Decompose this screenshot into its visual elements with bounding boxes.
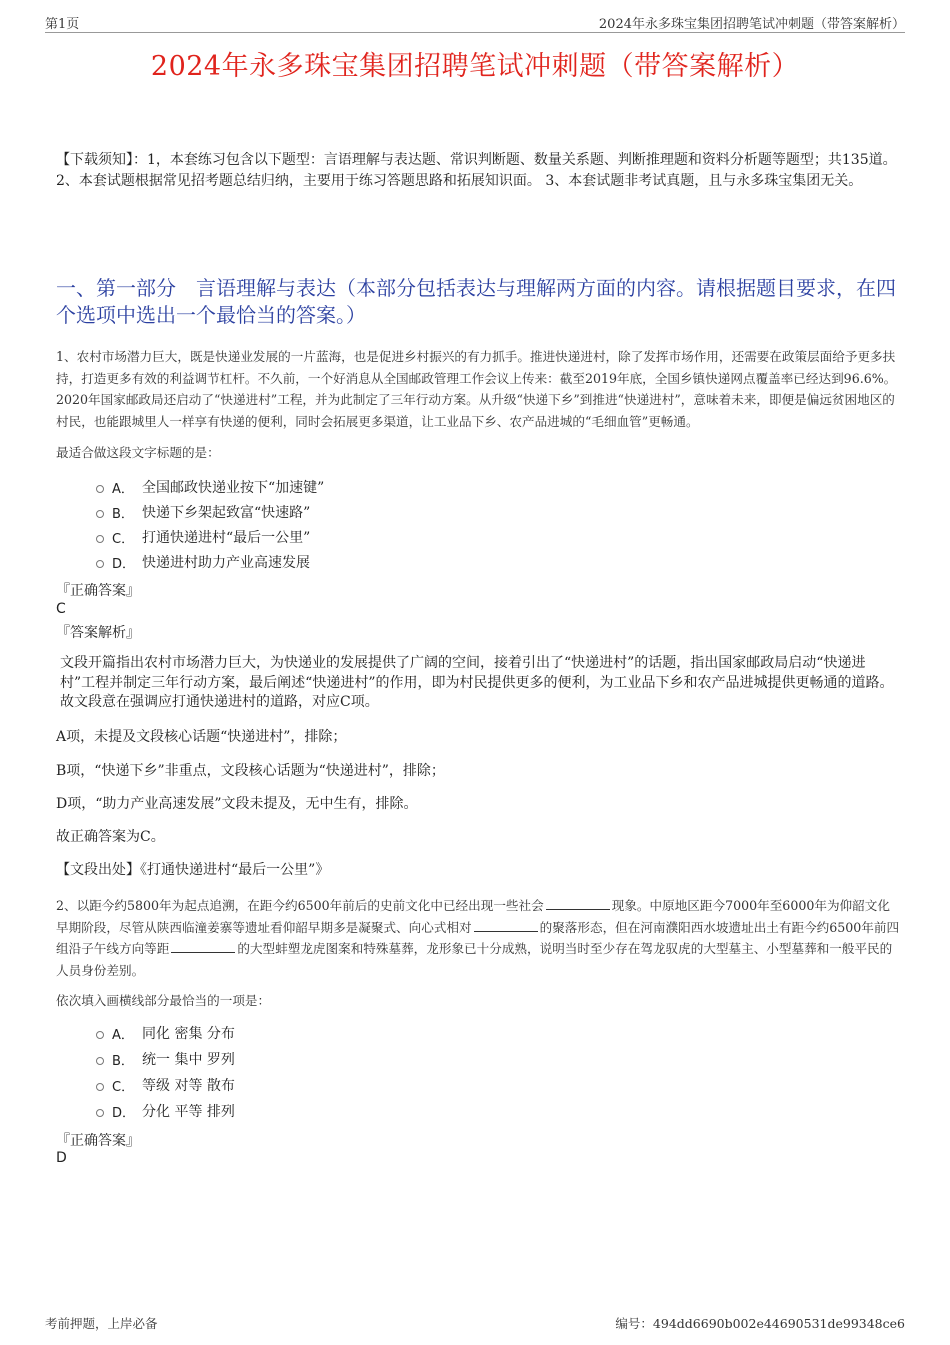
download-notice: 【下载须知】：1，本套练习包含以下题型：言语理解与表达题、常识判断题、数量关系题、判断推理题和资料分析题等题型；共135道。 2、本套试题根据常见招考题总结归纳，主要用于练习答题思路和拓展知识面。 3、本套试题非考试真题，且与永多珠宝集团无关。	[56, 152, 897, 189]
question-1-prompt: 最适合做这段文字标题的是：	[56, 445, 220, 460]
question-2-text	[56, 895, 901, 981]
radio-icon[interactable]	[96, 485, 104, 493]
radio-icon[interactable]	[96, 1031, 104, 1039]
radio-icon[interactable]	[96, 1109, 104, 1117]
option-text: 等级 对等 散布	[142, 1078, 235, 1094]
header-divider	[45, 32, 905, 33]
option-text: 打通快递进村“最后一公里”	[142, 530, 311, 546]
option-text: 同化 密集 分布	[142, 1026, 235, 1042]
page-title: 2024年永多珠宝集团招聘笔试冲刺题（带答案解析）	[150, 51, 800, 82]
question-2-text-part: 现象。中原地区距今7000年至6000年为仰韶文化早期阶段，尽管从陕西临潼姜寨等遗址看仰韶早期多是凝聚式、向心式相对	[56, 898, 890, 935]
question-2-text-part: 的聚落形态，但在河南濮阳西水坡遗址出土有距今约6500年前四组沿子午线方向等距	[56, 919, 900, 956]
option-key: A．	[112, 1027, 134, 1043]
option-text: 全国邮政快递业按下“加速键”	[142, 480, 325, 496]
question-1-option-a[interactable]	[96, 476, 324, 498]
question-2-option-a[interactable]	[96, 1022, 235, 1044]
question-1-source: 【文段出处】《打通快递进村“最后一公里”》	[56, 862, 330, 878]
radio-icon[interactable]	[96, 1083, 104, 1091]
option-key: D．	[112, 1105, 136, 1121]
option-key: B．	[112, 1053, 134, 1069]
option-key: B．	[112, 506, 134, 522]
option-text: 快递进村助力产业高速发展	[142, 555, 310, 571]
radio-icon[interactable]	[96, 560, 104, 568]
option-text: 分化 平等 排列	[142, 1104, 235, 1120]
question-2-option-b[interactable]	[96, 1048, 235, 1070]
question-1-option-d[interactable]	[96, 551, 310, 573]
question-1-analysis-label: 『答案解析』	[56, 625, 140, 641]
option-text: 快递下乡架起致富“快速路”	[142, 505, 311, 521]
question-1-analysis-b: B项，“快递下乡”非重点，文段核心话题为“快递进村”，排除；	[56, 763, 445, 779]
radio-icon[interactable]	[96, 535, 104, 543]
question-2-prompt: 依次填入画横线部分最恰当的一项是：	[56, 993, 271, 1008]
question-1-text: 1、农村市场潜力巨大，既是快递业发展的一片蓝海，也是促进乡村振兴的有力抓手。推进快递进村，除了发挥市场作用，还需要在政策层面给予更多扶持，打造更多有效的利益调节杠杆。不久前，一个好消息从全国邮政管理工作会议上传来：截至2019年底，全国乡镇快递网点覆盖率已经达到96.6%。2020年国家邮政局还启动了“快递进村”工程，并为此制定了三年行动方案。从升级“快递下乡”到推进“快递进村”，意味着未来，即便是偏远贫困地区的村民，也能跟城里人一样享有快递的便利，同时会拓展更多渠道，让工业品下乡、农产品进城的“毛细血管”更畅通。	[56, 349, 897, 429]
question-1-answer-label: 『正确答案』	[56, 583, 140, 599]
question-1-option-b[interactable]	[96, 501, 310, 523]
question-2-answer: D	[56, 1150, 67, 1166]
question-2-text-part: 2、以距今约5800年为起点追溯，在距今约6500年前后的史前文化中已经出现一些社会	[56, 898, 544, 913]
radio-icon[interactable]	[96, 510, 104, 518]
question-1-conclusion: 故正确答案为C。	[56, 829, 165, 845]
option-key: A．	[112, 481, 134, 497]
question-1-option-c[interactable]	[96, 526, 310, 548]
radio-icon[interactable]	[96, 1057, 104, 1065]
question-1-answer: C	[56, 601, 66, 617]
option-key: D．	[112, 556, 136, 572]
question-2-text-part: 的大型蚌塑龙虎图案和特殊墓葬，龙形象已十分成熟，说明当时至少存在驾龙驭虎的大型墓主、小型墓葬和一般平民的人员身份差别。	[56, 941, 893, 978]
question-1-analysis-d: D项，“助力产业高速发展”文段未提及，无中生有，排除。	[56, 796, 418, 812]
question-1-analysis-a: A项，未提及文段核心话题“快递进村”，排除；	[56, 729, 347, 745]
footer-doc-id: 编号：494dd6690b002e44690531de99348ce6	[615, 1316, 905, 1331]
question-2-option-d[interactable]	[96, 1100, 235, 1122]
footer-slogan: 考前押题，上岸必备	[45, 1316, 158, 1331]
fill-blank	[546, 897, 610, 910]
section-heading: 一、第一部分 言语理解与表达（本部分包括表达与理解两方面的内容。请根据题目要求，在四个选项中选出一个最恰当的答案。）	[56, 276, 896, 327]
question-2-answer-label: 『正确答案』	[56, 1133, 140, 1149]
fill-blank	[474, 919, 538, 932]
option-key: C．	[112, 531, 135, 547]
page-number: 第1页	[45, 17, 80, 32]
header-doc-title: 2024年永多珠宝集团招聘笔试冲刺题（带答案解析）	[598, 17, 905, 32]
question-2-option-c[interactable]	[96, 1074, 235, 1096]
option-text: 统一 集中 罗列	[142, 1052, 235, 1068]
question-1-analysis: 文段开篇指出农村市场潜力巨大，为快递业的发展提供了广阔的空间，接着引出了“快递进村”的话题，指出国家邮政局启动“快递进村”工程并制定三年行动方案，最后阐述“快递进村”的作用，即为村民提供更多的便利，为工业品下乡和农产品进城提供更畅通的道路。故文段意在强调应打通快递进村的道路，对应C项。	[60, 655, 894, 710]
option-key: C．	[112, 1079, 135, 1095]
fill-blank	[171, 940, 235, 953]
